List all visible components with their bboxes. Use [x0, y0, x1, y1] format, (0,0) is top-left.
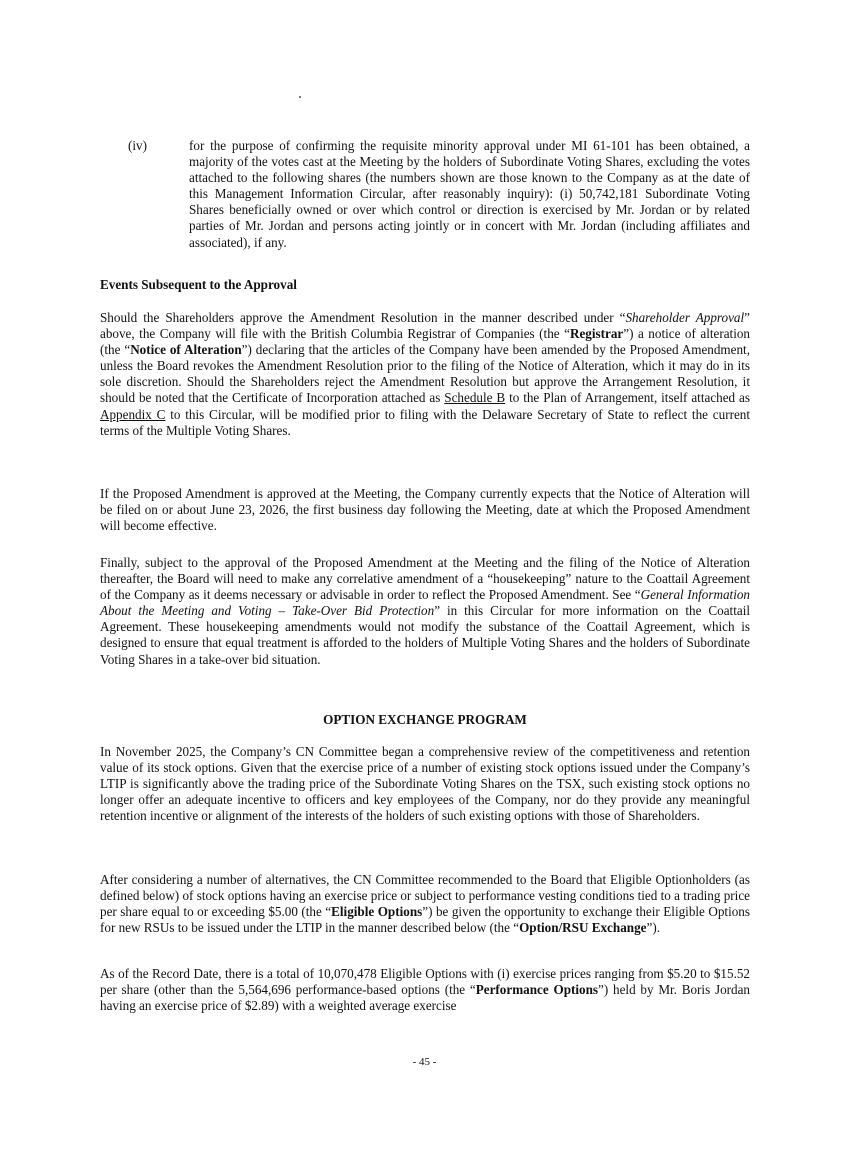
option-paragraph-2: [100, 872, 750, 936]
text-run: Should the Shareholders approve the Amendment Resolution in the manner described under “: [100, 310, 626, 325]
events-paragraph-3: [100, 555, 750, 668]
scan-speck: [299, 96, 301, 98]
text-run: ”) a notice of alteration (the “: [100, 326, 750, 358]
defined-term: Performance Options: [475, 982, 599, 998]
text-run: ” above, the Company will file with the British Columbia Registrar of Companies (the “: [100, 310, 750, 342]
list-item-text: for the purpose of confirming the requisite minority approval under MI 61-101 has been obtained, a majority of the votes cast at the Meeting by the holders of Subordinate Voting Shares, excluding the votes attached to the following shares (the numbers shown are those known to the Company as at the date of this Management Information Circular, after reasonably inquiry): (i) 50,742,181 Subordinate Voting Shares beneficially owned or over which control or direction is exercised by Mr. Jordan or by related parties of Mr. Jordan and persons acting jointly or in concert with Mr. Jordan (including affiliates and associated), if any.: [189, 138, 750, 250]
text-run: After considering a number of alternatives, the CN Committee recommended to the Board that Eligible Optionholders (as defined below) of stock options having an exercise price or subject to performance vesting conditions tied to a trading price per share equal to or exceeding $5.00 (the “: [100, 872, 750, 920]
text-run: ”) be given the opportunity to exchange their Eligible Options for new RSUs to be issued under the LTIP in the manner described below (the “: [100, 904, 750, 936]
events-heading: Events Subsequent to the Approval: [100, 277, 297, 292]
text-run: to this Circular, will be modified prior to filing with the Delaware Secretary of State to reflect the current terms of the Multiple Voting Shares.: [100, 406, 751, 438]
option-paragraph-3: [100, 966, 750, 1014]
text-run: to the Plan of Arrangement, itself attached as: [505, 390, 750, 406]
option-paragraph-1: [100, 744, 750, 824]
schedule-b-link[interactable]: Schedule B: [444, 390, 506, 406]
italic-ref: Shareholder Approval: [625, 310, 745, 325]
defined-term: Eligible Options: [331, 904, 423, 920]
text-run: As of the Record Date, there is a total of 10,070,478 Eligible Options with (i) exercise prices ranging from $5.20 to $15.52 per share (other than the 5,564,696 performance-based options (the “: [100, 966, 750, 998]
list-item-number: (iv): [128, 138, 147, 153]
appendix-c-link[interactable]: Appendix C: [100, 406, 166, 422]
paragraph-text: In November 2025, the Company’s CN Committee began a comprehensive review of the competitiveness and retention value of its stock options. Given that the exercise price of a number of existing stock options issued under the Company’s LTIP is significantly above the trading price of the Subordinate Voting Shares on the TSX, such existing stock options no longer offer an adequate incentive to officers and key employees of the Company, nor do they provide any meaningful retention incentive or alignment of the interests of the holders of such existing options with those of Shareholders.: [100, 744, 750, 824]
italic-ref: General Information About the Meeting and Voting – Take-Over Bid Protection: [100, 587, 750, 619]
events-paragraph-1: [100, 310, 750, 439]
text-run: ” in this Circular for more information on the Coattail Agreement. These housekeeping amendments would not modify the substance of the Coattail Agreement, which is designed to ensure that equal treatment is afforded to the holders of Multiple Voting Shares and the holders of Subordinate Voting Shares in a take-over bid situation.: [100, 603, 750, 667]
text-run: ”) declaring that the articles of the Company have been amended by the Proposed Amendment, unless the Board revokes the Amendment Resolution prior to the filing of the Notice of Alteration, which it may do in its sole discretion. Should the Shareholders reject the Amendment Resolution but approve the Arrangement Resolution, it should be noted that the Certificate of Incorporation attached as: [100, 342, 750, 406]
paragraph-text: If the Proposed Amendment is approved at the Meeting, the Company currently expects that the Notice of Alteration will be filed on or about June 23, 2026, the first business day following the Meeting, date at which the Proposed Amendment will become effective.: [100, 486, 750, 534]
page-number: - 45 -: [412, 1056, 437, 1068]
option-exchange-heading: OPTION EXCHANGE PROGRAM: [323, 712, 527, 727]
text-run: ”) held by Mr. Boris Jordan having an exercise price of $2.89) with a weighted average exercise: [100, 982, 751, 1014]
defined-term: Notice of Alteration: [130, 342, 242, 358]
text-run: Finally, subject to the approval of the Proposed Amendment at the Meeting and the filing of the Notice of Alteration thereafter, the Board will need to make any correlative amendment of a “housekeeping” nature to the Coattail Agreement of the Company as it deems necessary or advisable in order to reflect the Proposed Amendment. See “: [100, 555, 750, 603]
list-item-iv: [100, 138, 750, 251]
events-paragraph-2: [100, 486, 750, 534]
defined-term: Registrar: [569, 326, 624, 342]
text-run: ”).: [646, 920, 660, 936]
defined-term: Option/RSU Exchange: [519, 920, 647, 936]
section-heading-events: [100, 277, 750, 293]
